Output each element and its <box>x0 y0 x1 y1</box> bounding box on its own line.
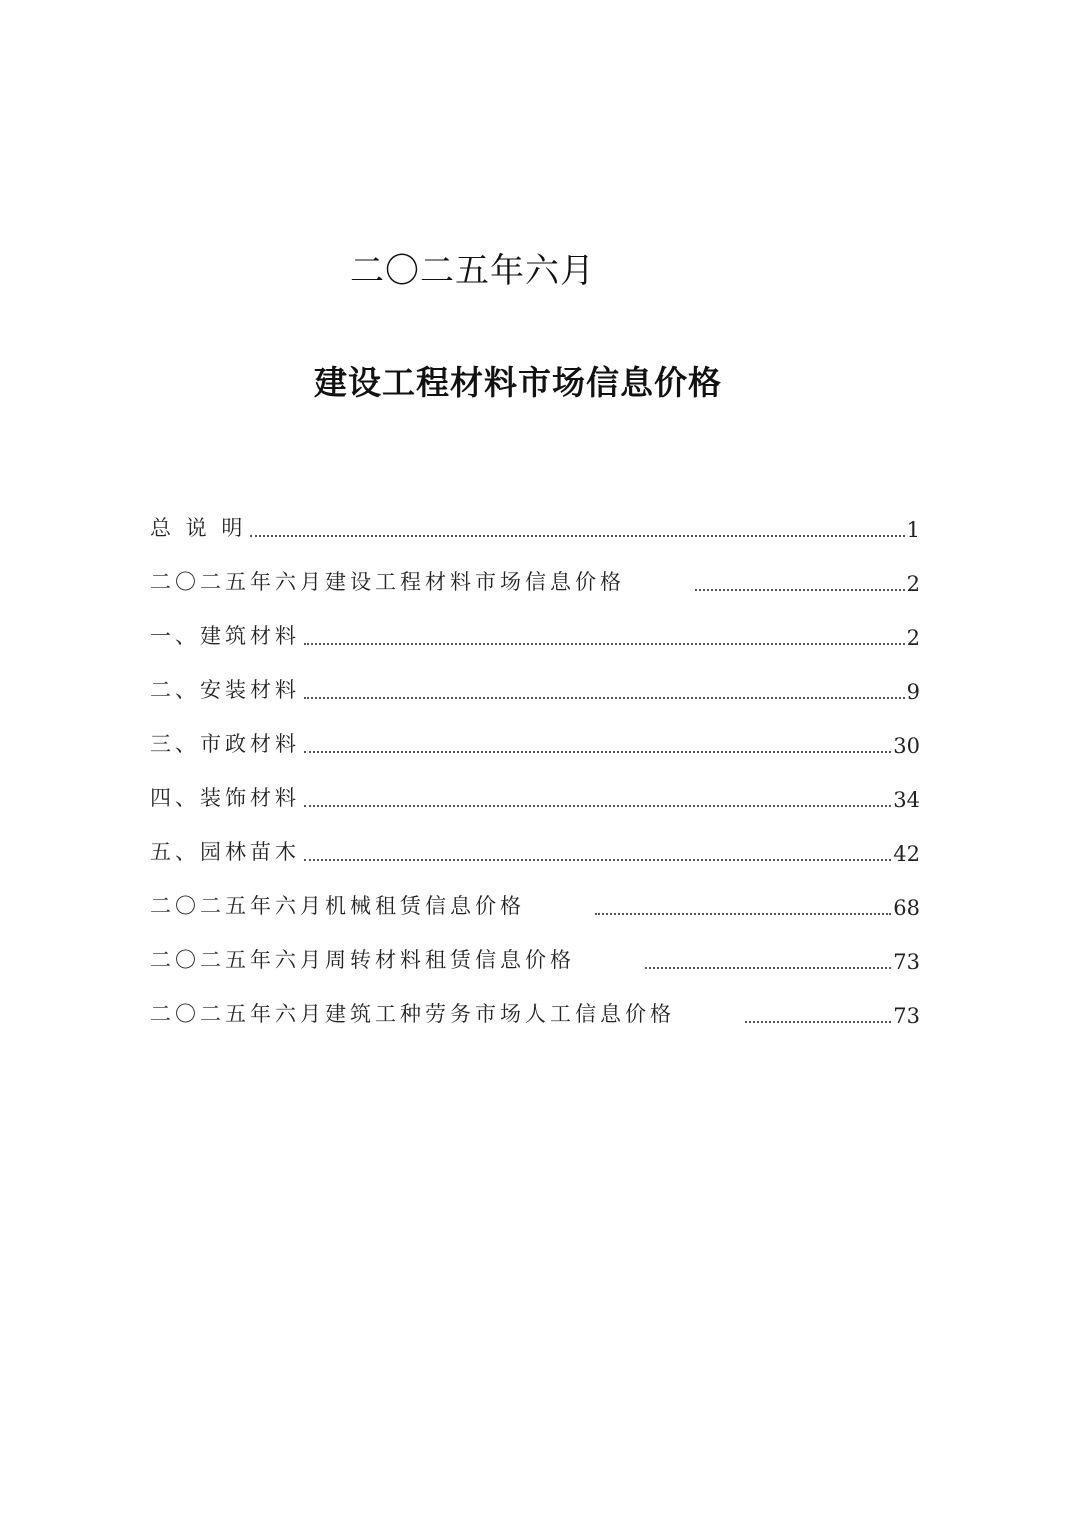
toc-label: 一、建筑材料 <box>150 624 300 648</box>
toc-leader-dots <box>595 899 891 915</box>
toc-label: 五、园林苗木 <box>150 840 300 864</box>
toc-leader-dots <box>645 953 891 969</box>
toc-entry-installation-materials[interactable] <box>150 650 920 704</box>
toc-page-number: 73 <box>893 950 920 974</box>
toc-page-number: 2 <box>906 572 920 596</box>
table-of-contents <box>150 488 920 1028</box>
toc-leader-dots <box>304 737 891 753</box>
toc-page-number: 42 <box>893 842 920 866</box>
toc-leader-dots <box>304 791 891 807</box>
toc-page-number: 9 <box>906 680 920 704</box>
toc-page-number: 30 <box>893 734 920 758</box>
toc-page-number: 68 <box>893 896 920 920</box>
toc-label: 总 说 明 <box>150 516 247 540</box>
toc-entry-material-prices[interactable] <box>150 542 920 596</box>
toc-entry-machinery-rental[interactable] <box>150 866 920 920</box>
toc-entry-building-materials[interactable] <box>150 596 920 650</box>
document-title: 建设工程材料市场信息价格 <box>314 363 722 402</box>
toc-leader-dots <box>695 575 905 591</box>
toc-page-number: 34 <box>893 788 920 812</box>
toc-leader-dots <box>745 1007 891 1023</box>
toc-entry-landscaping-plants[interactable] <box>150 812 920 866</box>
toc-entry-decoration-materials[interactable] <box>150 758 920 812</box>
toc-page-number: 2 <box>906 626 920 650</box>
toc-label: 三、市政材料 <box>150 732 300 756</box>
toc-leader-dots <box>250 521 904 537</box>
date-heading: 二〇二五年六月 <box>350 251 595 291</box>
toc-label: 二〇二五年六月机械租赁信息价格 <box>150 894 525 918</box>
toc-leader-dots <box>304 629 905 645</box>
toc-entry-general-notes[interactable] <box>150 488 920 542</box>
toc-label: 二〇二五年六月建筑工种劳务市场人工信息价格 <box>150 1002 675 1026</box>
toc-entry-municipal-materials[interactable] <box>150 704 920 758</box>
toc-label: 二〇二五年六月周转材料租赁信息价格 <box>150 948 575 972</box>
toc-leader-dots <box>304 845 891 861</box>
toc-page-number: 73 <box>893 1004 920 1028</box>
toc-entry-labor-prices[interactable] <box>150 974 920 1028</box>
toc-label: 二、安装材料 <box>150 678 300 702</box>
toc-label: 四、装饰材料 <box>150 786 300 810</box>
toc-leader-dots <box>304 683 905 699</box>
toc-label: 二〇二五年六月建设工程材料市场信息价格 <box>150 570 625 594</box>
toc-page-number: 1 <box>906 518 920 542</box>
toc-entry-turnover-materials-rental[interactable] <box>150 920 920 974</box>
